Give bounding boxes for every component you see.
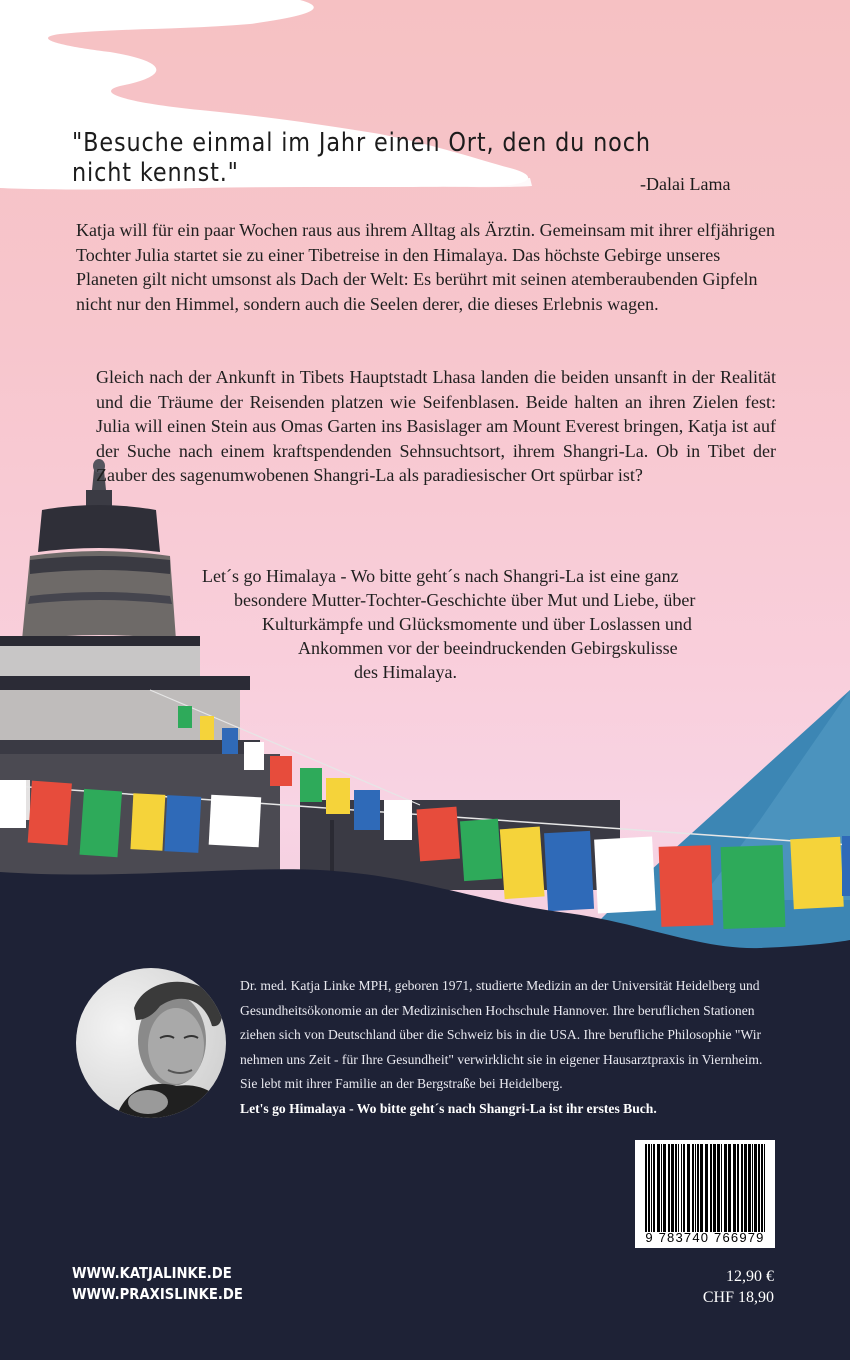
isbn-number: 9 783740 766979: [645, 1230, 765, 1245]
price-chf: CHF 18,90: [702, 1289, 774, 1306]
barcode-bar: [700, 1144, 703, 1232]
author-bio-text: Dr. med. Katja Linke MPH, geboren 1971, studierte Medizin an der Universität Heidelberg und Gesundheitsökonomie an der Medizinischen Hochschule Hannover. Ihre beruflichen Stationen ziehen sich von Deutschland über die Schweiz bis in die USA. Ihre berufliche Philosophie "Wir nehmen uns Zeit - für Ihre Gesundheit" verwirklicht sie in eigener Hausarztpraxis in Viernheim. Sie lebt mit ihrer Familie an der Bergstraße bei Heidelberg.: [240, 978, 763, 1092]
barcode-bar: [678, 1144, 679, 1232]
author-bio: [240, 974, 780, 1122]
barcode-bar: [737, 1144, 739, 1232]
barcode-bar: [754, 1144, 757, 1232]
barcode-bar: [713, 1144, 716, 1232]
barcode-bar: [748, 1144, 751, 1232]
barcode-bar: [752, 1144, 753, 1232]
quote-text: "Besuche einmal im Jahr einen Ort, den du noch nicht kennst.": [72, 128, 651, 188]
barcode-bar: [761, 1144, 763, 1232]
barcode-bars: [635, 1144, 775, 1234]
barcode-bar: [721, 1144, 722, 1232]
barcode-bar: [728, 1144, 731, 1232]
price-eur: 12,90 €: [726, 1268, 774, 1285]
isbn-barcode: [635, 1140, 775, 1248]
blurb-line: Ankommen vor der beeindruckenden Gebirgskulisse: [298, 638, 678, 658]
barcode-bar: [657, 1144, 660, 1232]
barcode-bar: [651, 1144, 652, 1232]
blurb-paragraph-1: Katja will für ein paar Wochen raus aus ihrem Alltag als Ärztin. Gemeinsam mit ihrer elfjährigen Tochter Julia startet sie zu einer Tibetreise in den Himalaya. Das höchste Gebirge unseres Planeten gilt nicht umsonst als Dach der Welt: Es berührt mit seinen atemberaubenden Gipfeln nicht nur den Himmel, sondern auch die Seelen derer, die dieses Erlebnis wagen.: [76, 220, 775, 314]
barcode-bar: [697, 1144, 699, 1232]
barcode-bar: [764, 1144, 765, 1232]
website-links: [72, 1263, 243, 1305]
blurb-line: Kulturkämpfe und Glücksmomente und über Loslassen und: [262, 614, 692, 634]
blurb-line: Let´s go Himalaya - Wo bitte geht´s nach Shangri-La ist eine ganz: [202, 566, 679, 586]
barcode-bar: [717, 1144, 720, 1232]
barcode-bar: [687, 1144, 690, 1232]
website-link-praxislinke[interactable]: WWW.PRAXISLINKE.DE: [72, 1285, 243, 1303]
barcode-bar: [663, 1144, 666, 1232]
barcode-bar: [744, 1144, 747, 1232]
barcode-bar: [645, 1144, 647, 1232]
barcode-bar: [653, 1144, 655, 1232]
website-link-katjalinke[interactable]: WWW.KATJALINKE.DE: [72, 1264, 232, 1282]
blurb-line: besondere Mutter-Tochter-Geschichte über Mut und Liebe, über: [234, 590, 696, 610]
barcode-bar: [733, 1144, 736, 1232]
barcode-bar: [741, 1144, 743, 1232]
author-bio-bold-line: Let's go Himalaya - Wo bitte geht´s nach Shangri-La ist ihr erstes Buch.: [240, 1100, 657, 1116]
barcode-bar: [695, 1144, 696, 1232]
barcode-bar: [648, 1144, 650, 1232]
price-block: [640, 1266, 774, 1308]
blurb-paragraph-2: Gleich nach der Ankunft in Tibets Hauptstadt Lhasa landen die beiden unsanft in der Realität und die Träume der Reisenden platzen wie Seifenblasen. Beide halten an ihren Zielen fest: Julia will einen Stein aus Omas Garten ins Basislager am Mount Everest bringen, Katja ist auf der Suche nach einem kraftspendenden Sehnsuchtsort, ihrem Shangri-La. Ob in Tibet der Zauber des sagenumwobenen Shangri-La als paradiesischer Ort spürbar ist?: [96, 367, 776, 485]
barcode-bar: [661, 1144, 662, 1232]
barcode-bar: [724, 1144, 727, 1232]
barcode-bar: [692, 1144, 694, 1232]
barcode-bar: [675, 1144, 677, 1232]
author-portrait: [76, 968, 226, 1118]
barcode-bar: [758, 1144, 760, 1232]
barcode-bar: [705, 1144, 708, 1232]
barcode-bar: [668, 1144, 670, 1232]
barcode-bar: [683, 1144, 685, 1232]
quote-author: -Dalai Lama: [640, 174, 731, 194]
barcode-bar: [710, 1144, 712, 1232]
blurb-line: des Himalaya.: [354, 662, 457, 682]
barcode-bar: [681, 1144, 682, 1232]
barcode-bar: [671, 1144, 674, 1232]
